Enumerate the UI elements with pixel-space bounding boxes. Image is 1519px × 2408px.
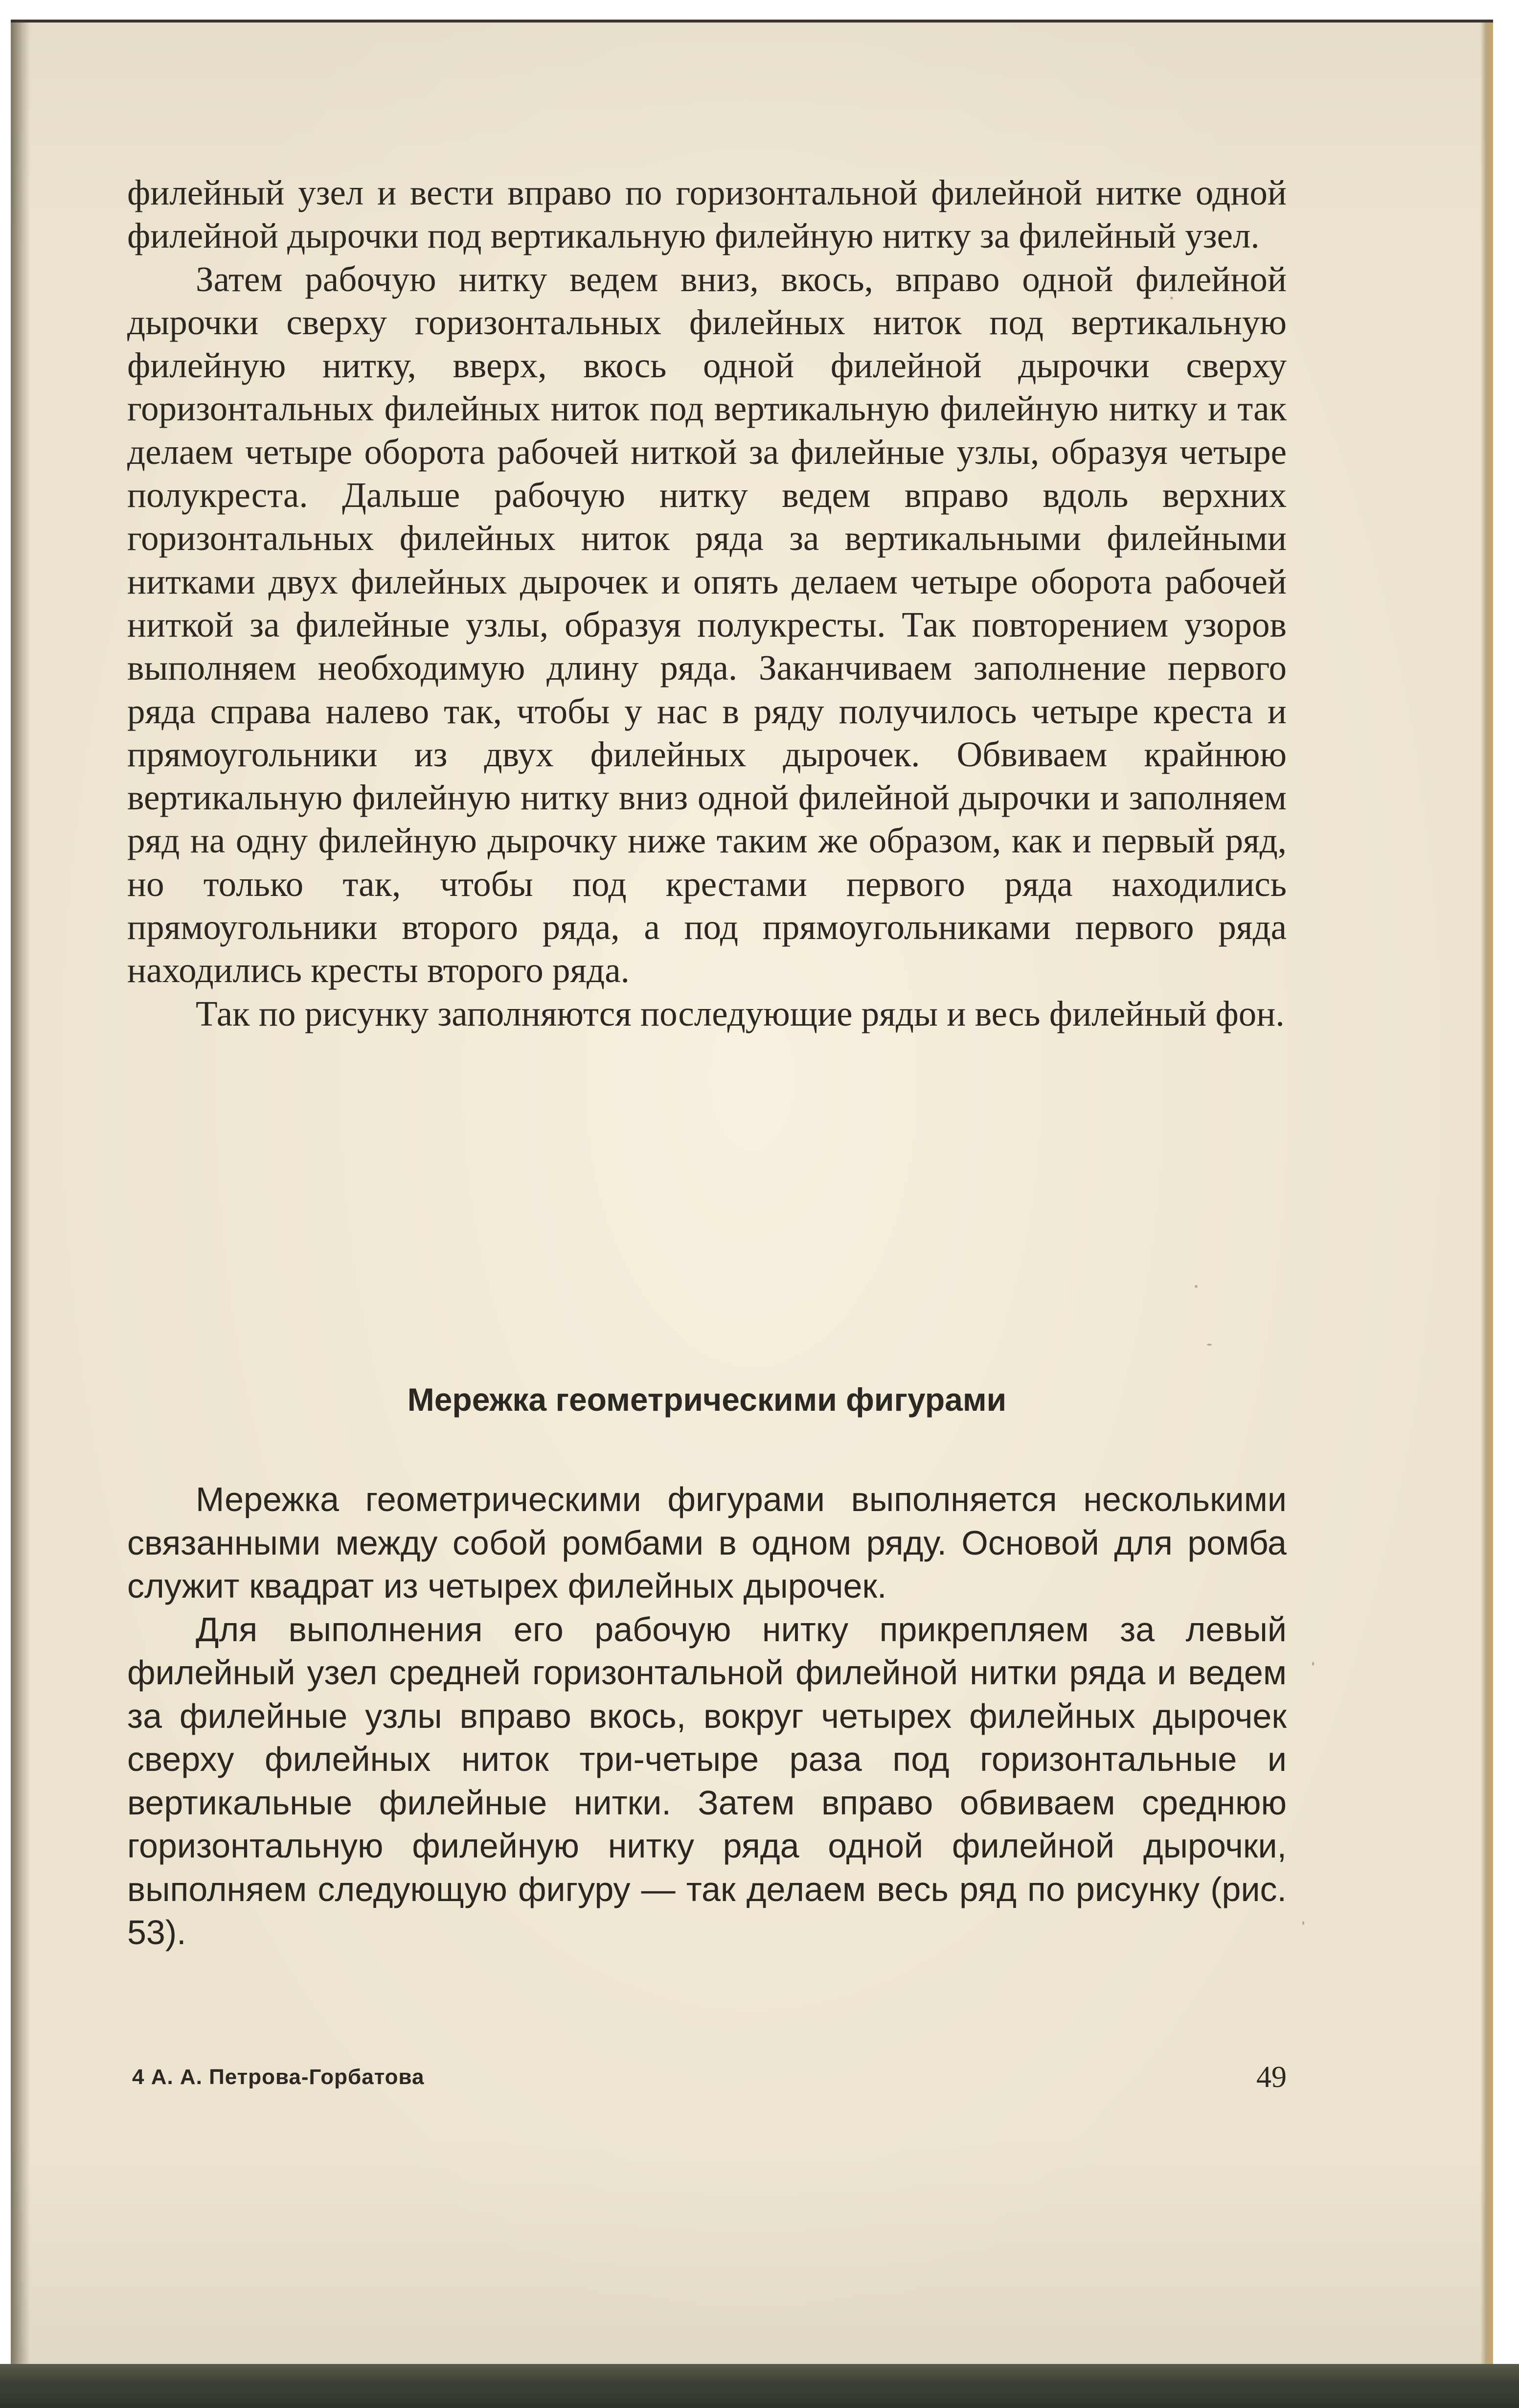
body-text-upper bbox=[127, 171, 1287, 1035]
paper-speck bbox=[1302, 1921, 1304, 1925]
paper-speck bbox=[1195, 1285, 1198, 1288]
paragraph: филейный узел и вести вправо по горизонтальной филейной нитке одной филейной дырочки под вертикальную филейную нитку за филейный узел. bbox=[127, 173, 1287, 256]
section-heading: Мережка геометрическими фигурами bbox=[407, 1381, 1007, 1418]
paper-speck bbox=[1312, 1662, 1314, 1666]
page-gutter-shadow bbox=[11, 23, 30, 2368]
paper-speck bbox=[1207, 1344, 1212, 1346]
paragraph: Мережка геометрическими фигурами выполняется несколькими связанными между собой ромбами в одном ряду. Основой для ромба служит квадрат из четырех филейных дырочек. bbox=[127, 1480, 1287, 1605]
page-right-edge bbox=[1480, 23, 1493, 2368]
page-number: 49 bbox=[1256, 2061, 1287, 2094]
paragraph: Затем рабочую нитку ведем вниз, вкось, вправо одной филейной дырочки сверху горизонтальных филейных ниток под вертикальную филейную нитку, вверх, вкось одной филейной дырочки сверху горизонтальных филейных ниток под вертикальную филейную нитку и так делаем четыре оборота рабочей ниткой за филейные узлы, образуя четыре полукреста. Дальше рабочую нитку ведем вправо вдоль верхних горизонтальных филейных ниток ряда за вертикальными филейными нитками двух филейных дырочек и опять делаем четыре оборота рабочей ниткой за филейные узлы, образуя полукресты. Так повторением узоров выполняем необходимую длину ряда. Заканчиваем заполнение первого ряда справа налево так, чтобы у нас в ряду получилось четыре креста и прямоугольники из двух филейных дырочек. Обвиваем крайнюю вертикальную филейную нитку вниз одной филейной дырочки и заполняем ряд на одну филейную дырочку ниже таким же образом, как и первый ряд, но только так, чтобы под крестами первого ряда находились прямоугольники второго ряда, а под прямоугольниками первого ряда находились кресты второго ряда. bbox=[127, 259, 1287, 990]
paragraph: Для выполнения его рабочую нитку прикрепляем за левый филейный узел средней горизонтальной филейной нитки ряда и ведем за филейные узлы вправо вкось, вокруг четырех филейных дырочек сверху филейных ниток три-четыре раза под горизонтальные и вертикальные филейные нитки. Затем вправо обвиваем среднюю горизонтальную филейную нитку ряда одной филейной дырочки, выполняем следующую фигуру — так делаем весь ряд по рисунку (рис. 53). bbox=[127, 1610, 1287, 1951]
page-footer bbox=[127, 2060, 1287, 2099]
book-cover-edge bbox=[0, 2364, 1519, 2408]
footer-signature: 4 А. А. Петрова-Горбатова bbox=[132, 2065, 425, 2089]
paragraph: Так по рисунку заполняются последующие ряды и весь филейный фон. bbox=[196, 993, 1285, 1033]
body-text-lower bbox=[127, 1478, 1287, 1954]
